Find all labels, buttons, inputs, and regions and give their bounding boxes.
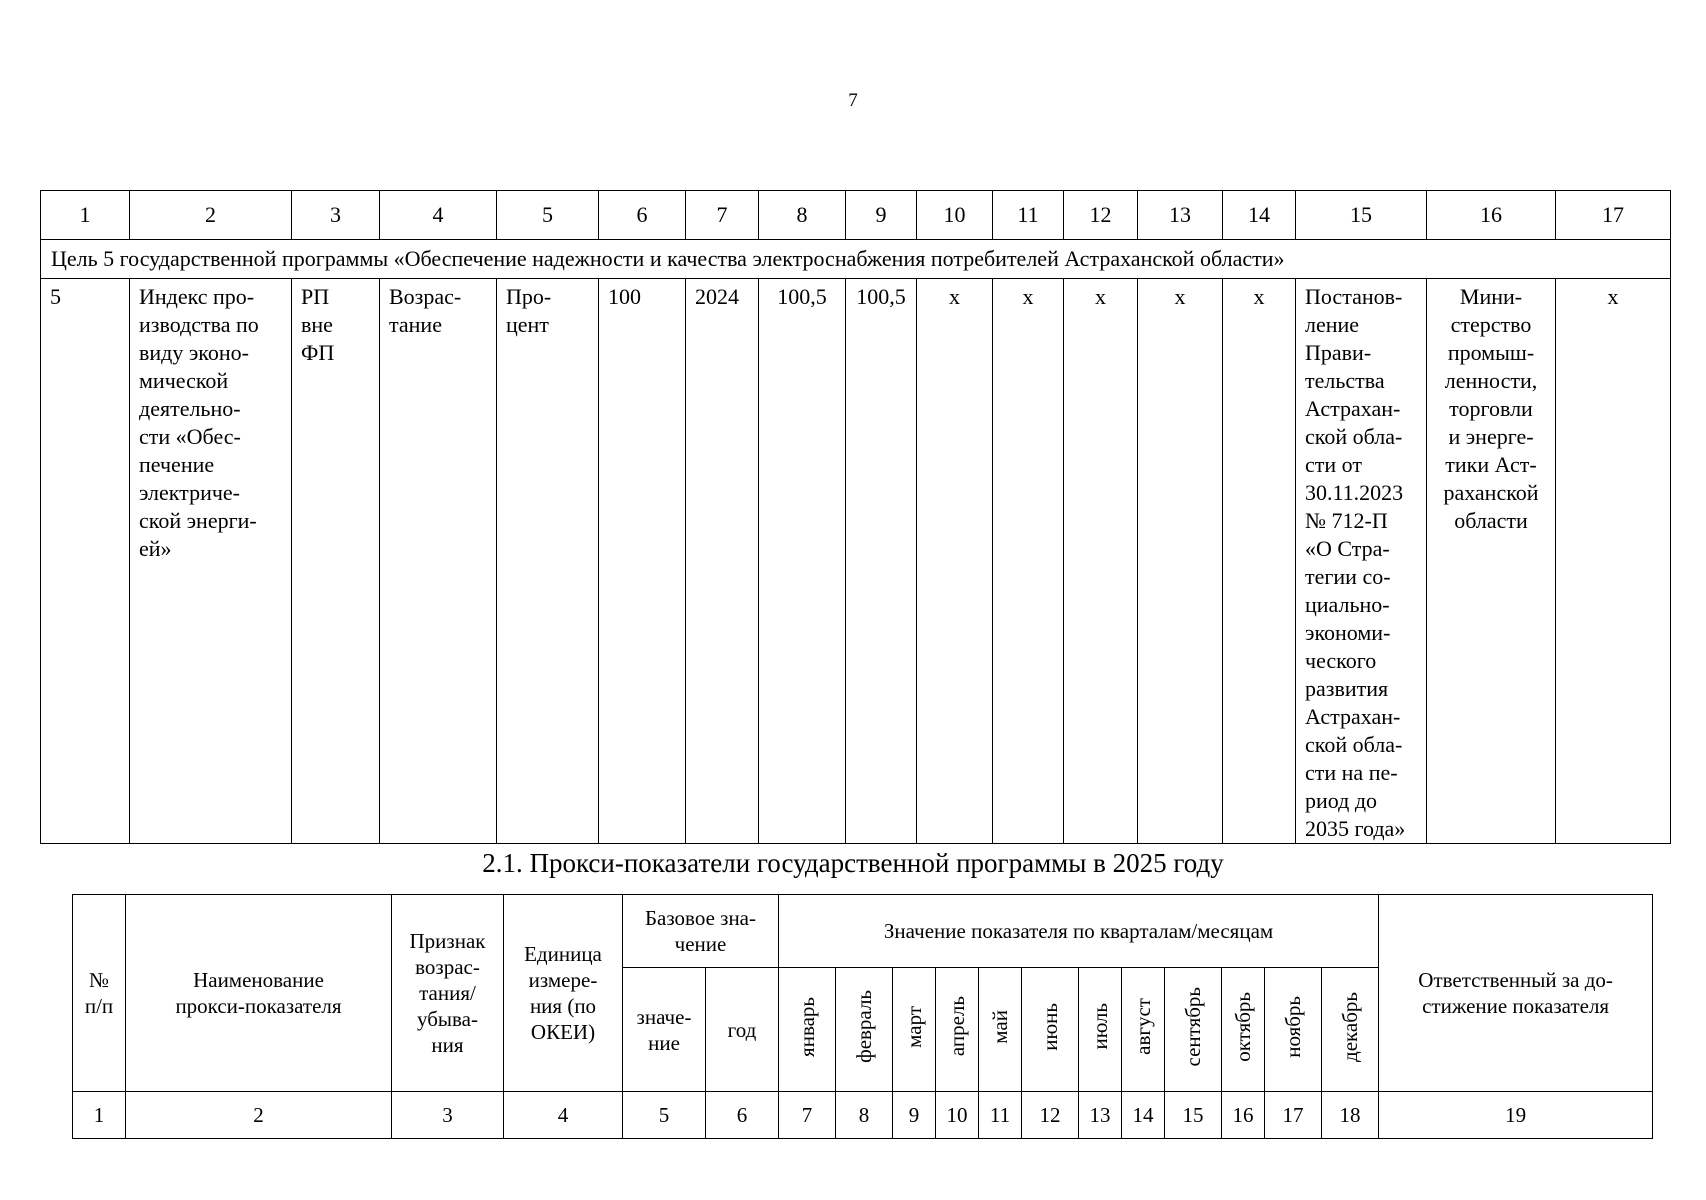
- column-number: 10: [936, 1092, 979, 1139]
- column-number-row: [73, 1092, 1653, 1139]
- column-number: 13: [1079, 1092, 1122, 1139]
- month-label: август: [1131, 998, 1155, 1055]
- column-number: 12: [1022, 1092, 1079, 1139]
- month-label: ноябрь: [1281, 995, 1305, 1058]
- column-number: 5: [623, 1092, 706, 1139]
- indicators-table: [40, 190, 1671, 844]
- header-cell: 10: [917, 191, 993, 240]
- value-col13: x: [1138, 279, 1223, 844]
- header-row-top: [73, 895, 1653, 968]
- column-number: 6: [706, 1092, 779, 1139]
- indicator-row: [41, 279, 1671, 844]
- indicator-name: Индекс про- изводства по виду эконо- мической деятельно- сти «Обес- печение электриче- ской энерги- ей»: [130, 279, 292, 844]
- value-col10: x: [917, 279, 993, 844]
- value-col14: x: [1223, 279, 1296, 844]
- column-number: 7: [779, 1092, 836, 1139]
- month-label: февраль: [852, 990, 876, 1063]
- month-header: [1322, 968, 1379, 1092]
- indicator-sign: РП вне ФП: [292, 279, 380, 844]
- month-header: [779, 968, 836, 1092]
- month-header: [836, 968, 893, 1092]
- value-col9: 100,5: [846, 279, 917, 844]
- column-number: 19: [1379, 1092, 1653, 1139]
- column-number: 3: [392, 1092, 504, 1139]
- goal-row: [41, 240, 1671, 279]
- month-header: [1222, 968, 1265, 1092]
- regulatory-document: Постанов- ление Прави- тельства Астрахан- ской обла- сти от 30.11.2023 № 712-П «О Стра- тегии со- циально- экономи- ческого развития Астрахан- ской обла- сти на пе- риод до 2035 года»: [1296, 279, 1427, 844]
- month-header: [979, 968, 1022, 1092]
- column-number: 4: [504, 1092, 623, 1139]
- col-name-header: Наименование прокси-показателя: [126, 895, 392, 1092]
- value-col17: x: [1556, 279, 1671, 844]
- base-value: 100: [599, 279, 686, 844]
- month-label: май: [988, 1009, 1012, 1044]
- month-header: [1122, 968, 1165, 1092]
- header-cell: 3: [292, 191, 380, 240]
- column-number: 18: [1322, 1092, 1379, 1139]
- column-number: 9: [893, 1092, 936, 1139]
- page-number: 7: [848, 90, 858, 111]
- header-cell: 6: [599, 191, 686, 240]
- col-base-year-header: год: [706, 968, 779, 1092]
- header-cell: 1: [41, 191, 130, 240]
- proxy-indicators-table: [72, 894, 1653, 1139]
- col-sign-header: Признак возрас- тания/ убыва- ния: [392, 895, 504, 1092]
- month-header: [936, 968, 979, 1092]
- value-col11: x: [993, 279, 1064, 844]
- indicator-unit: Про- цент: [497, 279, 599, 844]
- responsible-body: Мини- стерство промыш- ленности, торговли и энерге- тики Аст- раханской области: [1427, 279, 1556, 844]
- month-label: июль: [1088, 1003, 1112, 1050]
- header-row: [41, 191, 1671, 240]
- header-cell: 2: [130, 191, 292, 240]
- header-cell: 4: [380, 191, 497, 240]
- month-header: [1165, 968, 1222, 1092]
- header-cell: 13: [1138, 191, 1223, 240]
- month-header: [1079, 968, 1122, 1092]
- column-number: 16: [1222, 1092, 1265, 1139]
- header-cell: 14: [1223, 191, 1296, 240]
- month-label: апрель: [945, 996, 969, 1057]
- section-title: 2.1. Прокси-показатели государственной программы в 2025 году: [482, 848, 1224, 878]
- column-number: 2: [126, 1092, 392, 1139]
- column-number: 11: [979, 1092, 1022, 1139]
- value-col8: 100,5: [759, 279, 846, 844]
- month-label: декабрь: [1338, 991, 1363, 1062]
- goal-text: Цель 5 государственной программы «Обеспечение надежности и качества электроснабжения потребителей Астраханской области»: [41, 240, 1671, 279]
- month-label: январь: [795, 996, 819, 1057]
- header-cell: 15: [1296, 191, 1427, 240]
- col-number-header: № п/п: [73, 895, 126, 1092]
- column-number: 14: [1122, 1092, 1165, 1139]
- header-cell: 9: [846, 191, 917, 240]
- header-cell: 8: [759, 191, 846, 240]
- col-base-value-header: значе- ние: [623, 968, 706, 1092]
- col-responsible-header: Ответственный за до- стижение показателя: [1379, 895, 1653, 1092]
- column-number: 15: [1165, 1092, 1222, 1139]
- indicator-trend: Возрас- тание: [380, 279, 497, 844]
- base-year: 2024: [686, 279, 759, 844]
- col-base-header: Базовое зна- чение: [623, 895, 779, 968]
- month-label: март: [902, 1005, 926, 1048]
- column-number: 1: [73, 1092, 126, 1139]
- header-cell: 17: [1556, 191, 1671, 240]
- header-cell: 11: [993, 191, 1064, 240]
- header-cell: 5: [497, 191, 599, 240]
- header-cell: 7: [686, 191, 759, 240]
- header-cell: 12: [1064, 191, 1138, 240]
- month-header: [1022, 968, 1079, 1092]
- column-number: 17: [1265, 1092, 1322, 1139]
- col-values-header: Значение показателя по кварталам/месяцам: [779, 895, 1379, 968]
- month-header: [893, 968, 936, 1092]
- month-label: сентябрь: [1181, 986, 1205, 1067]
- header-cell: 16: [1427, 191, 1556, 240]
- month-header: [1265, 968, 1322, 1092]
- value-col12: x: [1064, 279, 1138, 844]
- month-label: июнь: [1038, 1002, 1062, 1051]
- column-number: 8: [836, 1092, 893, 1139]
- col-unit-header: Единица измере- ния (по ОКЕИ): [504, 895, 623, 1092]
- month-label: октябрь: [1231, 991, 1255, 1062]
- row-number: 5: [41, 279, 130, 844]
